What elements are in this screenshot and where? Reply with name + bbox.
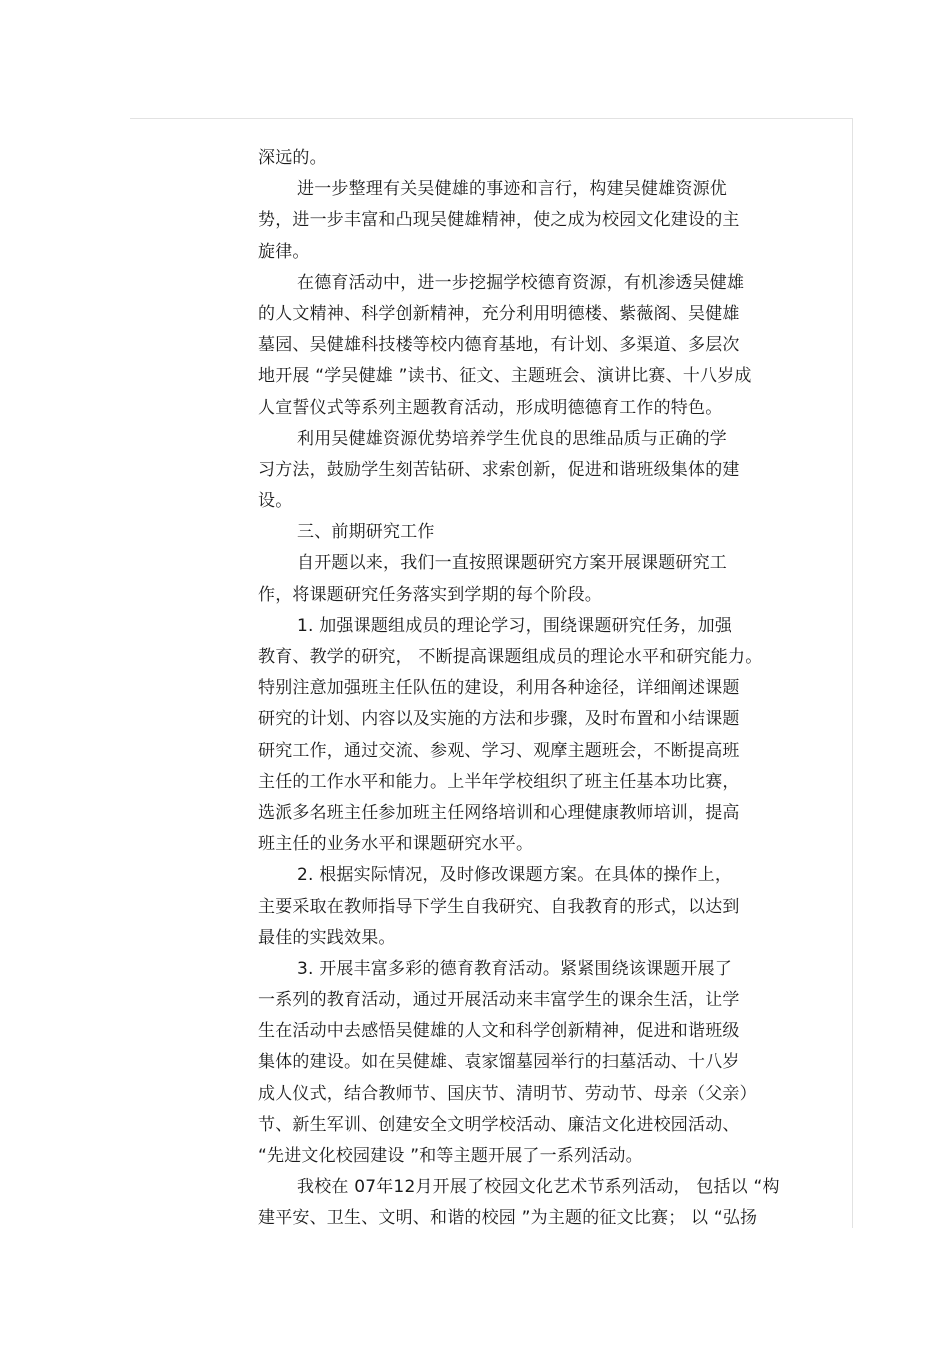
text-line: 地开展 “学吴健雄 ”读书、征文、主题班会、演讲比赛、十八岁成 xyxy=(258,366,752,387)
text-line: 我校在 07年12月开展了校园文化艺术节系列活动， 包括以 “构 xyxy=(297,1177,780,1198)
text-line: 旋律。 xyxy=(258,241,310,262)
text-line: 最佳的实践效果。 xyxy=(258,927,396,948)
text-line: 自开题以来，我们一直按照课题研究方案开展课题研究工 xyxy=(297,553,727,574)
text-line: 选派多名班主任参加班主任网络培训和心理健康教师培训，提高 xyxy=(258,802,740,823)
text-line: 2. 根据实际情况，及时修改课题方案。在具体的操作上， xyxy=(297,865,733,886)
text-line: 特别注意加强班主任队伍的建设，利用各种途径，详细阐述课题 xyxy=(258,678,740,699)
text-line: 的人文精神、科学创新精神，充分利用明德楼、紫薇阁、吴健雄 xyxy=(258,303,740,324)
text-line: 节、新生军训、创建安全文明学校活动、廉洁文化进校园活动、 xyxy=(258,1114,740,1135)
text-line: 设。 xyxy=(258,491,293,512)
text-line: 生在活动中去感悟吴健雄的人文和科学创新精神，促进和谐班级 xyxy=(258,1021,740,1042)
text-line: 在德育活动中，进一步挖掘学校德育资源，有机渗透吴健雄 xyxy=(297,272,745,293)
text-line: 研究的计划、内容以及实施的方法和步骤，及时布置和小结课题 xyxy=(258,709,740,730)
text-line: 集体的建设。如在吴健雄、袁家馏墓园举行的扫墓活动、十八岁 xyxy=(258,1052,740,1073)
text-line: 成人仪式，结合教师节、国庆节、清明节、劳动节、母亲（父亲） xyxy=(258,1083,757,1104)
document-body xyxy=(258,143,803,1235)
text-line: 三、前期研究工作 xyxy=(297,522,435,543)
text-line: 一系列的教育活动，通过开展活动来丰富学生的课余生活，让学 xyxy=(258,990,740,1011)
text-line: 教育、教学的研究， 不断提高课题组成员的理论水平和研究能力。 xyxy=(258,647,763,667)
text-line: “先进文化校园建设 ”和等主题开展了一系列活动。 xyxy=(258,1146,643,1166)
text-line: 势，进一步丰富和凸现吴健雄精神，使之成为校园文化建设的主 xyxy=(258,210,740,231)
text-line: 建平安、卫生、文明、和谐的校园 ”为主题的征文比赛； 以 “弘扬 xyxy=(258,1208,758,1229)
text-line: 1. 加强课题组成员的理论学习，围绕课题研究任务，加强 xyxy=(297,615,733,636)
text-line: 作，将课题研究任务落实到学期的每个阶段。 xyxy=(258,584,602,605)
text-line: 利用吴健雄资源优势培养学生优良的思维品质与正确的学 xyxy=(297,428,727,449)
text-line: 深远的。 xyxy=(258,148,327,168)
text-line: 人宣誓仪式等系列主题教育活动，形成明德德育工作的特色。 xyxy=(258,397,723,418)
text-line: 研究工作，通过交流、参观、学习、观摩主题班会，不断提高班 xyxy=(258,740,740,761)
text-line: 墓园、吴健雄科技楼等校内德育基地，有计划、多渠道、多层次 xyxy=(258,335,740,356)
text-line: 进一步整理有关吴健雄的事迹和言行，构建吴健雄资源优 xyxy=(297,179,727,200)
text-line: 主任的工作水平和能力。上半年学校组织了班主任基本功比赛， xyxy=(258,771,740,792)
text-line: 班主任的业务水平和课题研究水平。 xyxy=(258,834,534,855)
text-line: 习方法，鼓励学生刻苦钻研、求索创新，促进和谐班级集体的建 xyxy=(258,459,740,480)
text-line: 主要采取在教师指导下学生自我研究、自我教育的形式，以达到 xyxy=(258,896,740,917)
text-line: 3. 开展丰富多彩的德育教育活动。紧紧围绕该课题开展了 xyxy=(297,958,733,979)
